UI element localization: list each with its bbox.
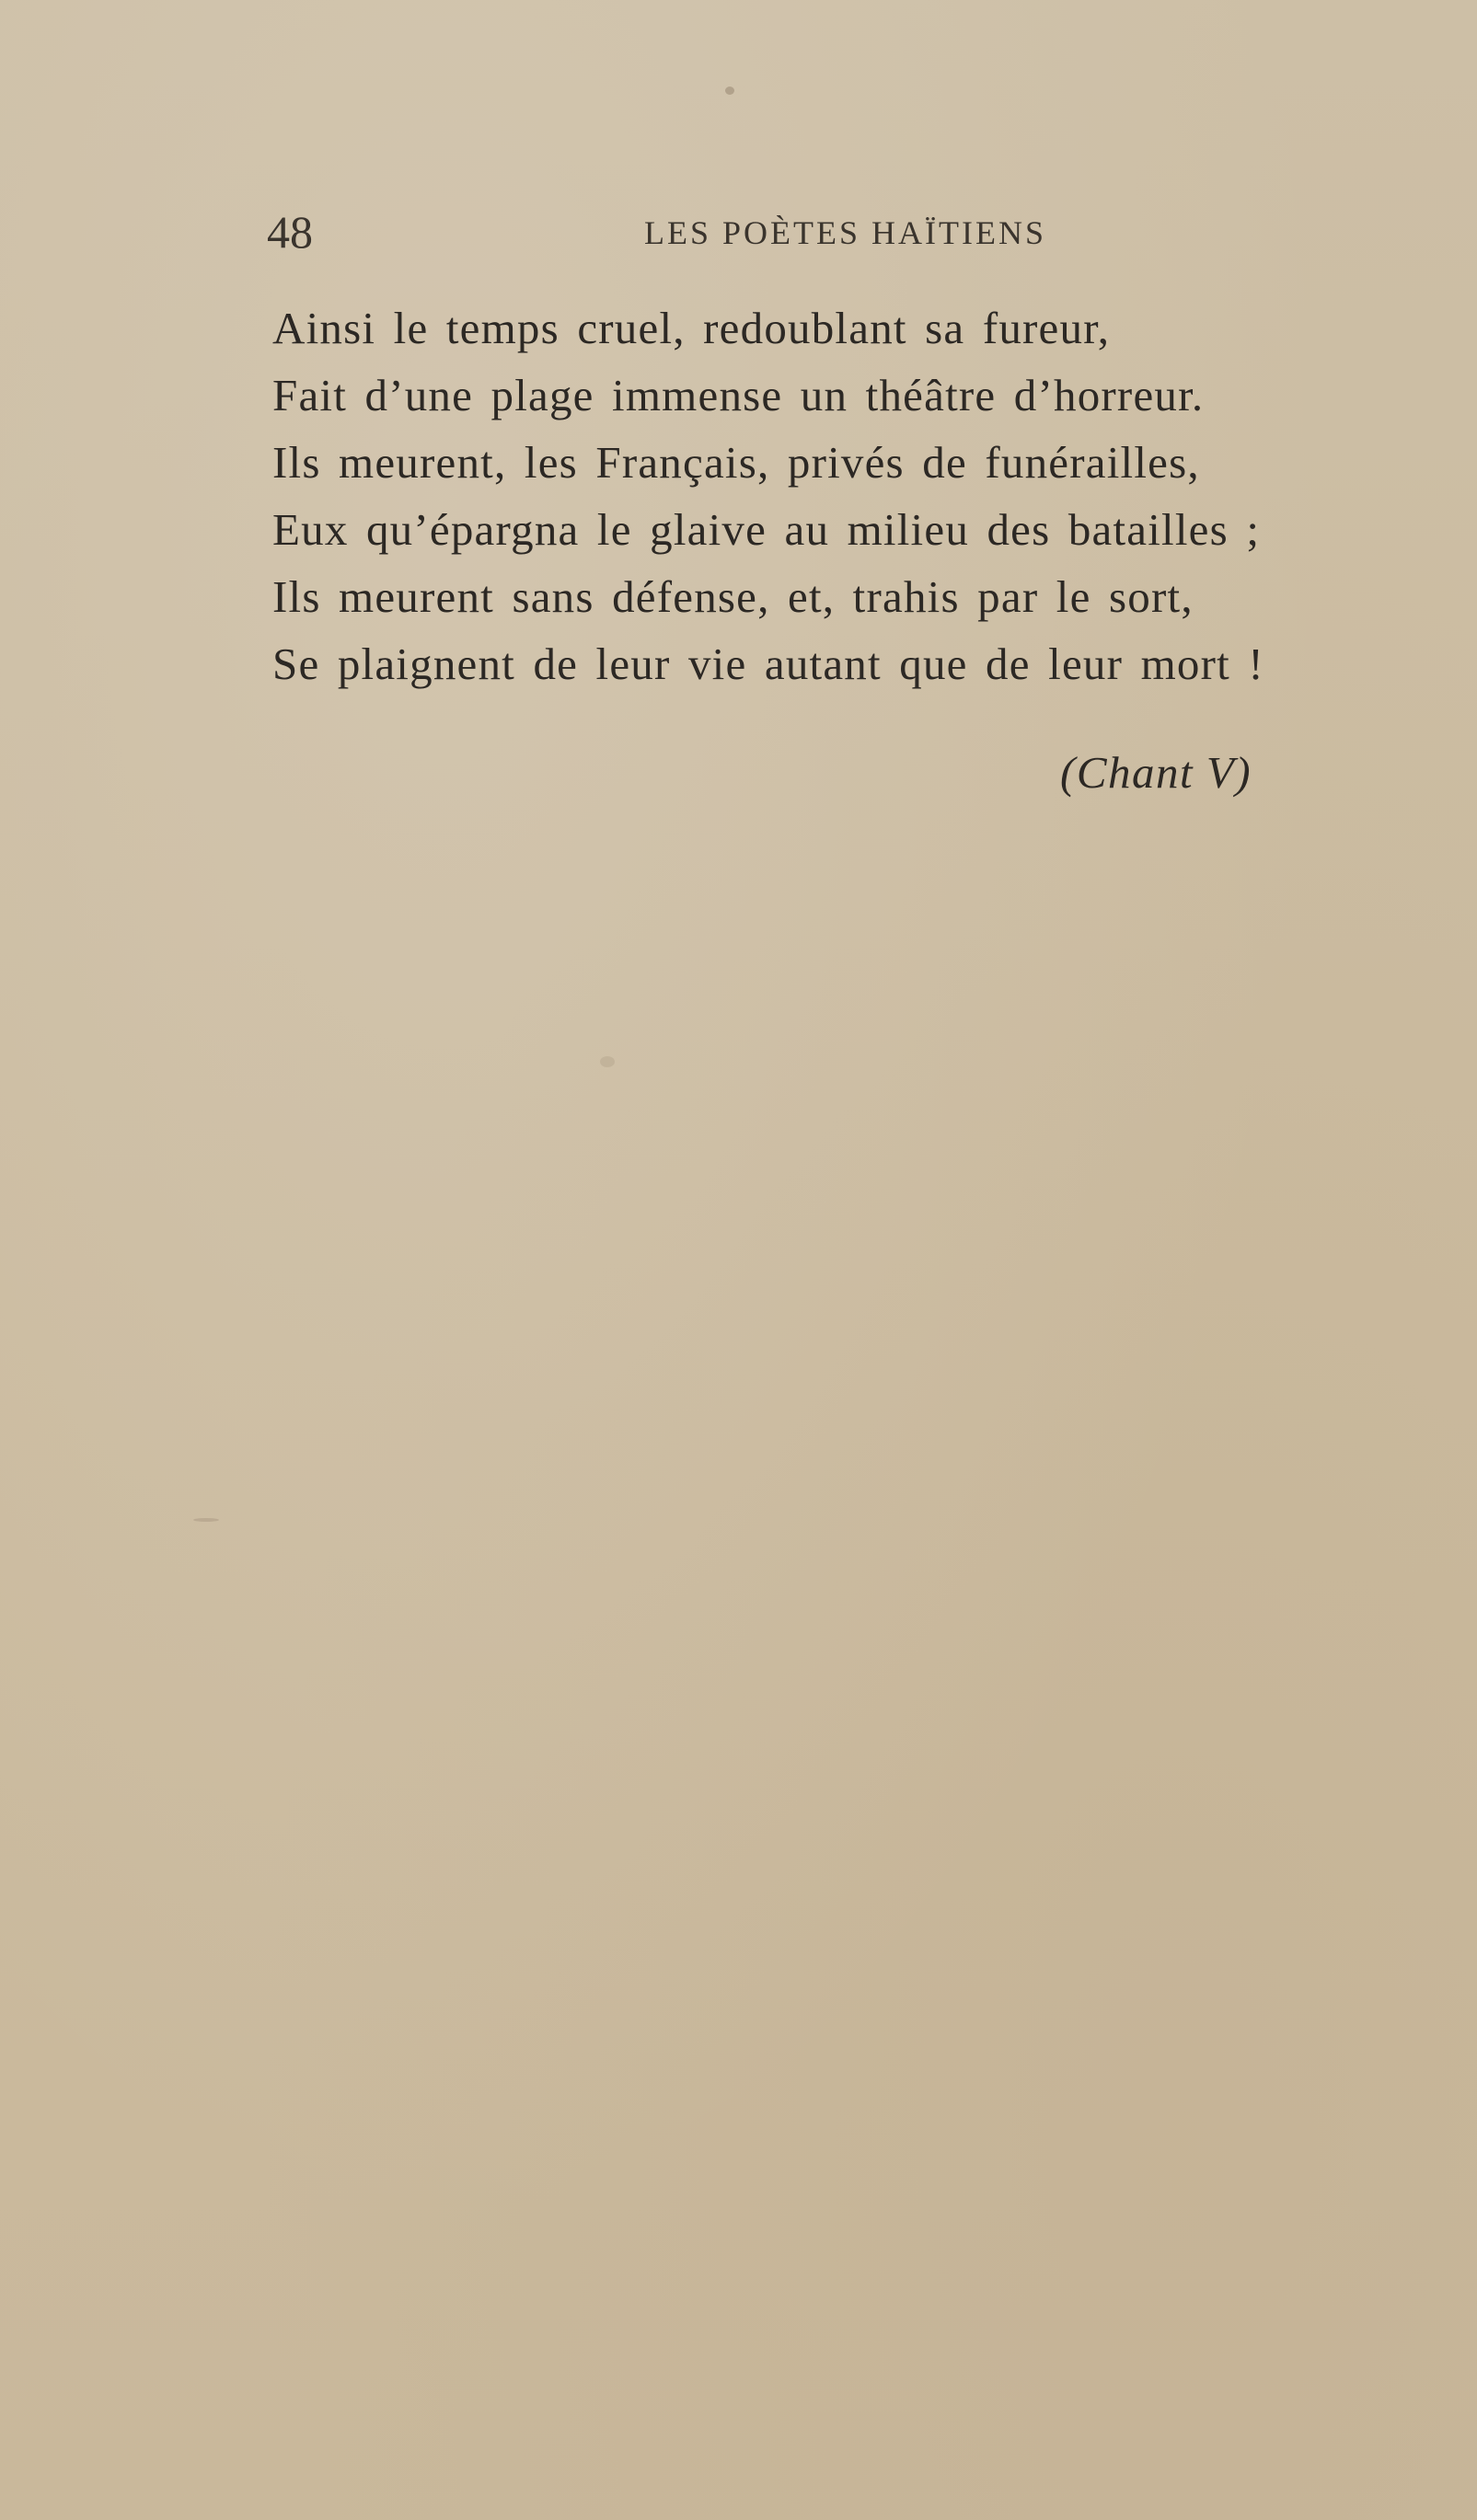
verse-stanza — [272, 294, 1377, 697]
running-title: LES POÈTES HAÏTIENS — [644, 214, 1046, 251]
paper-speck — [725, 86, 734, 95]
source-attribution: (Chant V) — [1060, 747, 1252, 798]
paper-speck — [600, 1056, 615, 1067]
page-number: 48 — [267, 206, 313, 258]
verse-line: Fait d’une plage immense un théâtre d’horreur. — [272, 370, 1205, 420]
verse-line: Ils meurent, les Français, privés de funérailles, — [272, 437, 1200, 488]
verse-line: Ils meurent sans défense, et, trahis par le sort, — [272, 571, 1194, 622]
running-head — [0, 204, 1477, 259]
verse-line: Eux qu’épargna le glaive au milieu des batailles ; — [272, 504, 1261, 555]
verse-line: Ainsi le temps cruel, redoublant sa fureur, — [272, 303, 1111, 353]
verse-line: Se plaignent de leur vie autant que de leur mort ! — [272, 639, 1264, 689]
paper-speck — [193, 1518, 219, 1522]
